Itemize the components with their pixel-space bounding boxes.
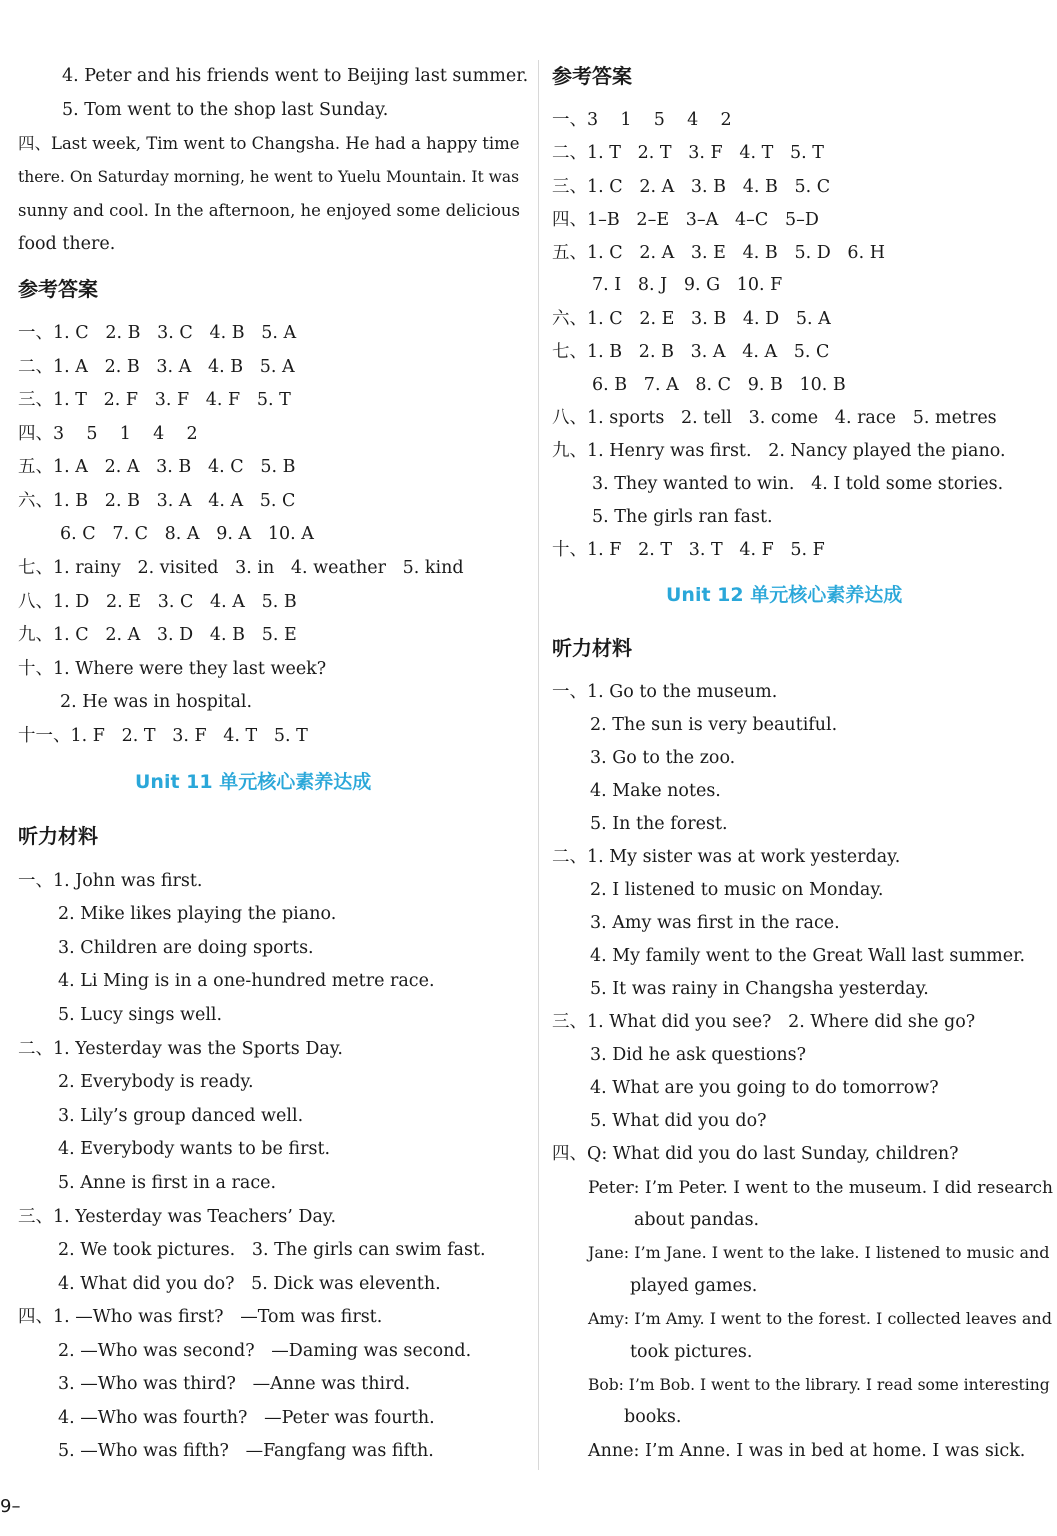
listening-line: 2. We took pictures. 3. The girls can swim fast. [58,1240,486,1260]
listening-line: 2. Everybody is ready. [58,1072,254,1092]
listening-line: 5. What did you do? [590,1111,767,1131]
listening-line: Jane: I’m Jane. I went to the lake. I listened to music and [588,1243,1050,1262]
answer-line: 七、1. B 2. B 3. A 4. A 5. C [552,342,830,362]
text-line: sunny and cool. In the afternoon, he enjoyed some delicious [18,201,521,220]
listening-line: Bob: I’m Bob. I went to the library. I read some interesting [588,1376,1050,1394]
listening-line: 三、1. What did you see? 2. Where did she go? [552,1012,976,1032]
answer-line: 7. I 8. J 9. G 10. F [592,275,783,295]
answer-line: 6. C 7. C 8. A 9. A 10. A [60,524,314,544]
answer-line: 一、1. C 2. B 3. C 4. B 5. A [18,323,297,343]
answer-line: 三、1. T 2. F 3. F 4. F 5. T [18,390,291,410]
listening-line: 5. —Who was fifth? —Fangfang was fifth. [58,1441,434,1461]
text-line: there. On Saturday morning, he went to Yuelu Mountain. It was [18,168,520,186]
answers-heading: 参考答案 [552,64,632,88]
answer-line: 七、1. rainy 2. visited 3. in 4. weather 5. kind [18,558,464,578]
listening-line: 4. —Who was fourth? —Peter was fourth. [58,1408,435,1428]
listening-line: 4. Make notes. [590,781,721,801]
listening-line: 5. In the forest. [590,814,728,834]
listening-line: 2. The sun is very beautiful. [590,715,838,735]
listening-line: 一、1. John was first. [18,871,203,891]
answer-line: 一、3 1 5 4 2 [552,110,732,130]
column-divider [538,60,539,1470]
listening-line: 3. Go to the zoo. [590,748,736,768]
answer-line: 四、1–B 2–E 3–A 4–C 5–D [552,210,819,230]
listening-heading: 听力材料 [552,636,632,660]
answer-line: 五、1. C 2. A 3. E 4. B 5. D 6. H [552,243,885,263]
answer-line: 五、1. A 2. A 3. B 4. C 5. B [18,457,296,477]
listening-line: 四、1. —Who was first? —Tom was first. [18,1307,383,1327]
listening-line: 3. —Who was third? —Anne was third. [58,1374,411,1394]
answer-line: 5. The girls ran fast. [592,507,773,527]
answer-line: 二、1. A 2. B 3. A 4. B 5. A [18,357,295,377]
answer-line: 十、1. Where were they last week? [18,659,327,679]
listening-line: 4. Everybody wants to be first. [58,1139,331,1159]
answer-line: 八、1. sports 2. tell 3. come 4. race 5. metres [552,408,997,428]
answer-line: 四、3 5 1 4 2 [18,424,198,444]
listening-line: 3. Children are doing sports. [58,938,314,958]
text-line: 5. Tom went to the shop last Sunday. [62,100,389,120]
listening-line: about pandas. [634,1210,760,1230]
listening-line: took pictures. [630,1342,753,1362]
unit-title: Unit 11 单元核心素养达成 [135,771,372,793]
answer-line: 二、1. T 2. T 3. F 4. T 5. T [552,143,824,163]
listening-line: 2. —Who was second? —Daming was second. [58,1341,472,1361]
text-line: 四、Last week, Tim went to Changsha. He had a happy time [18,134,520,153]
listening-line: 4. Li Ming is in a one-hundred metre race. [58,971,435,991]
listening-line: 4. What are you going to do tomorrow? [590,1078,939,1098]
answer-line: 6. B 7. A 8. C 9. B 10. B [592,375,846,395]
answer-line: 十一、1. F 2. T 3. F 4. T 5. T [18,726,308,746]
listening-line: 5. Anne is first in a race. [58,1173,277,1193]
text-line: food there. [18,234,116,254]
unit-title: Unit 12 单元核心素养达成 [666,584,903,606]
listening-line: 三、1. Yesterday was Teachers’ Day. [18,1207,337,1227]
listening-line: 2. Mike likes playing the piano. [58,904,337,924]
page-number: 9– [0,1496,21,1517]
listening-heading: 听力材料 [18,824,98,848]
answer-line: 十、1. F 2. T 3. T 4. F 5. F [552,540,825,560]
listening-line: Peter: I’m Peter. I went to the museum. I did research [588,1178,1054,1198]
text-line: 4. Peter and his friends went to Beijing last summer. [62,66,529,86]
listening-line: books. [624,1407,682,1427]
answer-line: 九、1. C 2. A 3. D 4. B 5. E [18,625,297,645]
answer-line: 3. They wanted to win. 4. I told some stories. [592,474,1004,494]
answer-line: 六、1. B 2. B 3. A 4. A 5. C [18,491,296,511]
listening-line: 一、1. Go to the museum. [552,682,778,702]
listening-line: 4. My family went to the Great Wall last summer. [590,946,1026,966]
listening-line: 4. What did you do? 5. Dick was eleventh. [58,1274,441,1294]
listening-line: played games. [630,1276,758,1296]
answer-line: 三、1. C 2. A 3. B 4. B 5. C [552,177,831,197]
listening-line: 3. Amy was first in the race. [590,913,840,933]
listening-line: 2. I listened to music on Monday. [590,880,884,900]
listening-line: 5. It was rainy in Changsha yesterday. [590,979,929,999]
answer-line: 八、1. D 2. E 3. C 4. A 5. B [18,592,297,612]
answer-line: 2. He was in hospital. [60,692,253,712]
listening-line: 四、Q: What did you do last Sunday, children? [552,1144,959,1164]
listening-line: 二、1. Yesterday was the Sports Day. [18,1039,343,1059]
answer-line: 九、1. Henry was first. 2. Nancy played the piano. [552,441,1006,461]
answers-heading: 参考答案 [18,277,98,301]
listening-line: Anne: I’m Anne. I was in bed at home. I was sick. [588,1441,1026,1461]
listening-line: 3. Did he ask questions? [590,1045,807,1065]
listening-line: 3. Lily’s group danced well. [58,1106,304,1126]
listening-line: 5. Lucy sings well. [58,1005,223,1025]
listening-line: Amy: I’m Amy. I went to the forest. I collected leaves and [588,1309,1052,1328]
listening-line: 二、1. My sister was at work yesterday. [552,847,901,867]
answer-line: 六、1. C 2. E 3. B 4. D 5. A [552,309,831,329]
